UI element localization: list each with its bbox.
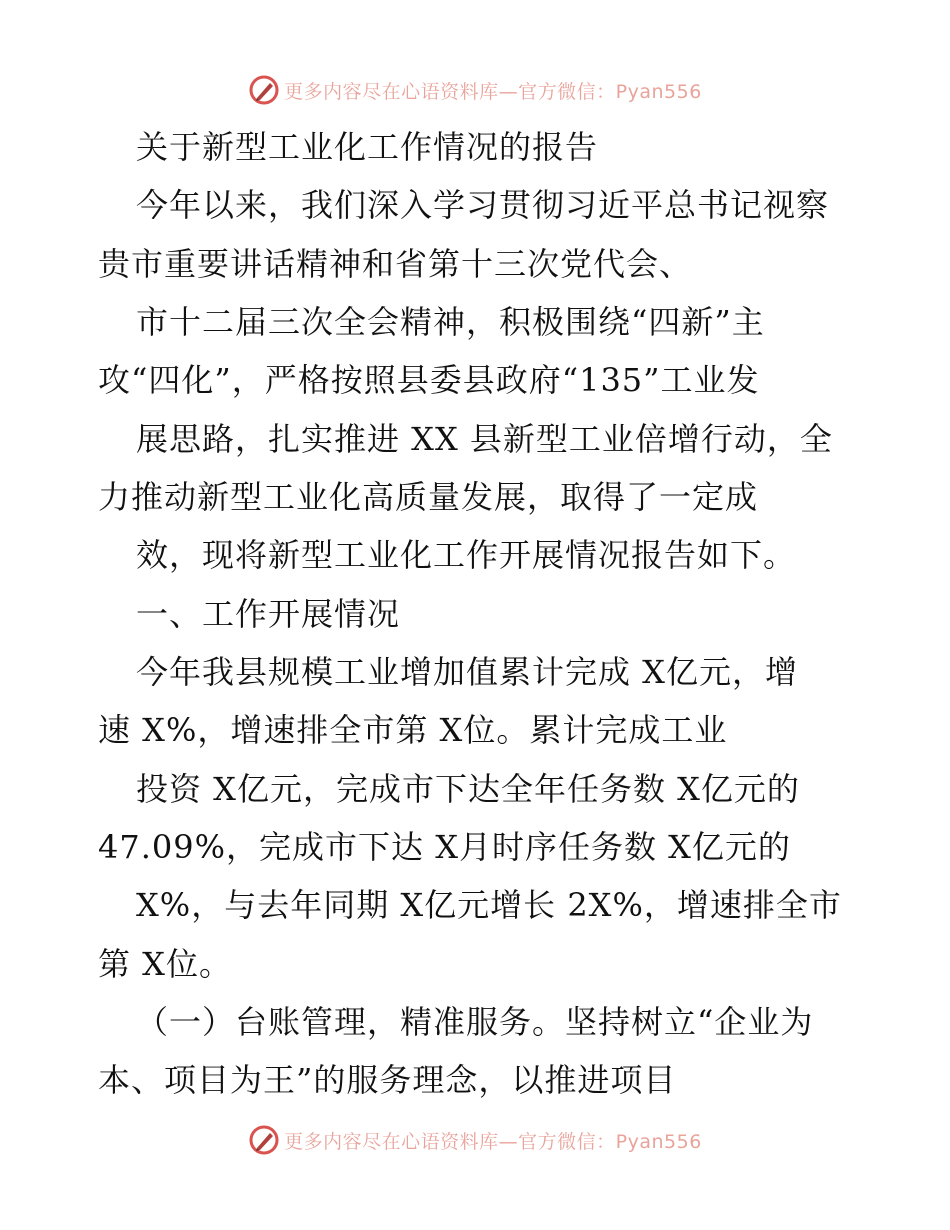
paragraph-line: 第 X位。 (98, 945, 232, 983)
paragraph-line: 市十二届三次全会精神，积极围绕“四新”主 (136, 303, 765, 341)
paragraph-line: 效，现将新型工业化工作开展情况报告如下。 (136, 536, 797, 574)
paragraph-line: 展思路，扎实推进 XX 县新型工业倍增行动，全 (136, 420, 833, 458)
paragraph-line: 投资 X亿元，完成市下达全年任务数 X亿元的 (136, 770, 800, 808)
paragraph-line: 今年以来，我们深入学习贯彻习近平总书记视察 (136, 186, 830, 224)
report-title: 关于新型工业化工作情况的报告 (136, 128, 599, 166)
watermark-text: 更多内容尽在心语资料库—官方微信：Pyan556 (284, 80, 702, 103)
paragraph-line: 今年我县规模工业增加值累计完成 X亿元，增 (136, 653, 798, 691)
pen-logo-icon (248, 74, 280, 106)
paragraph-line: 贵市重要讲话精神和省第十三次党代会、 (98, 245, 693, 283)
paragraph-line: 速 X%，增速排全市第 X位。累计完成工业 (98, 711, 728, 749)
paragraph-line: X%，与去年同期 X亿元增长 2X%，增速排全市 (136, 886, 842, 924)
paragraph-line: 攻“四化”，严格按照县委县政府“135”工业发 (98, 361, 760, 399)
paragraph-line: 力推动新型工业化高质量发展，取得了一定成 (98, 478, 759, 516)
section-heading: 一、工作开展情况 (136, 595, 401, 633)
watermark-banner-top (0, 70, 950, 110)
watermark-banner-bottom (0, 1120, 950, 1160)
paragraph-line: 47.09%，完成市下达 X月时序任务数 X亿元的 (98, 828, 791, 866)
pen-logo-icon (248, 1124, 280, 1156)
paragraph-line: 本、项目为王”的服务理念，以推进项目 (98, 1061, 677, 1099)
watermark-text: 更多内容尽在心语资料库—官方微信：Pyan556 (284, 1130, 702, 1153)
subsection-heading: （一）台账管理，精准服务。坚持树立“企业为 (136, 1003, 814, 1041)
